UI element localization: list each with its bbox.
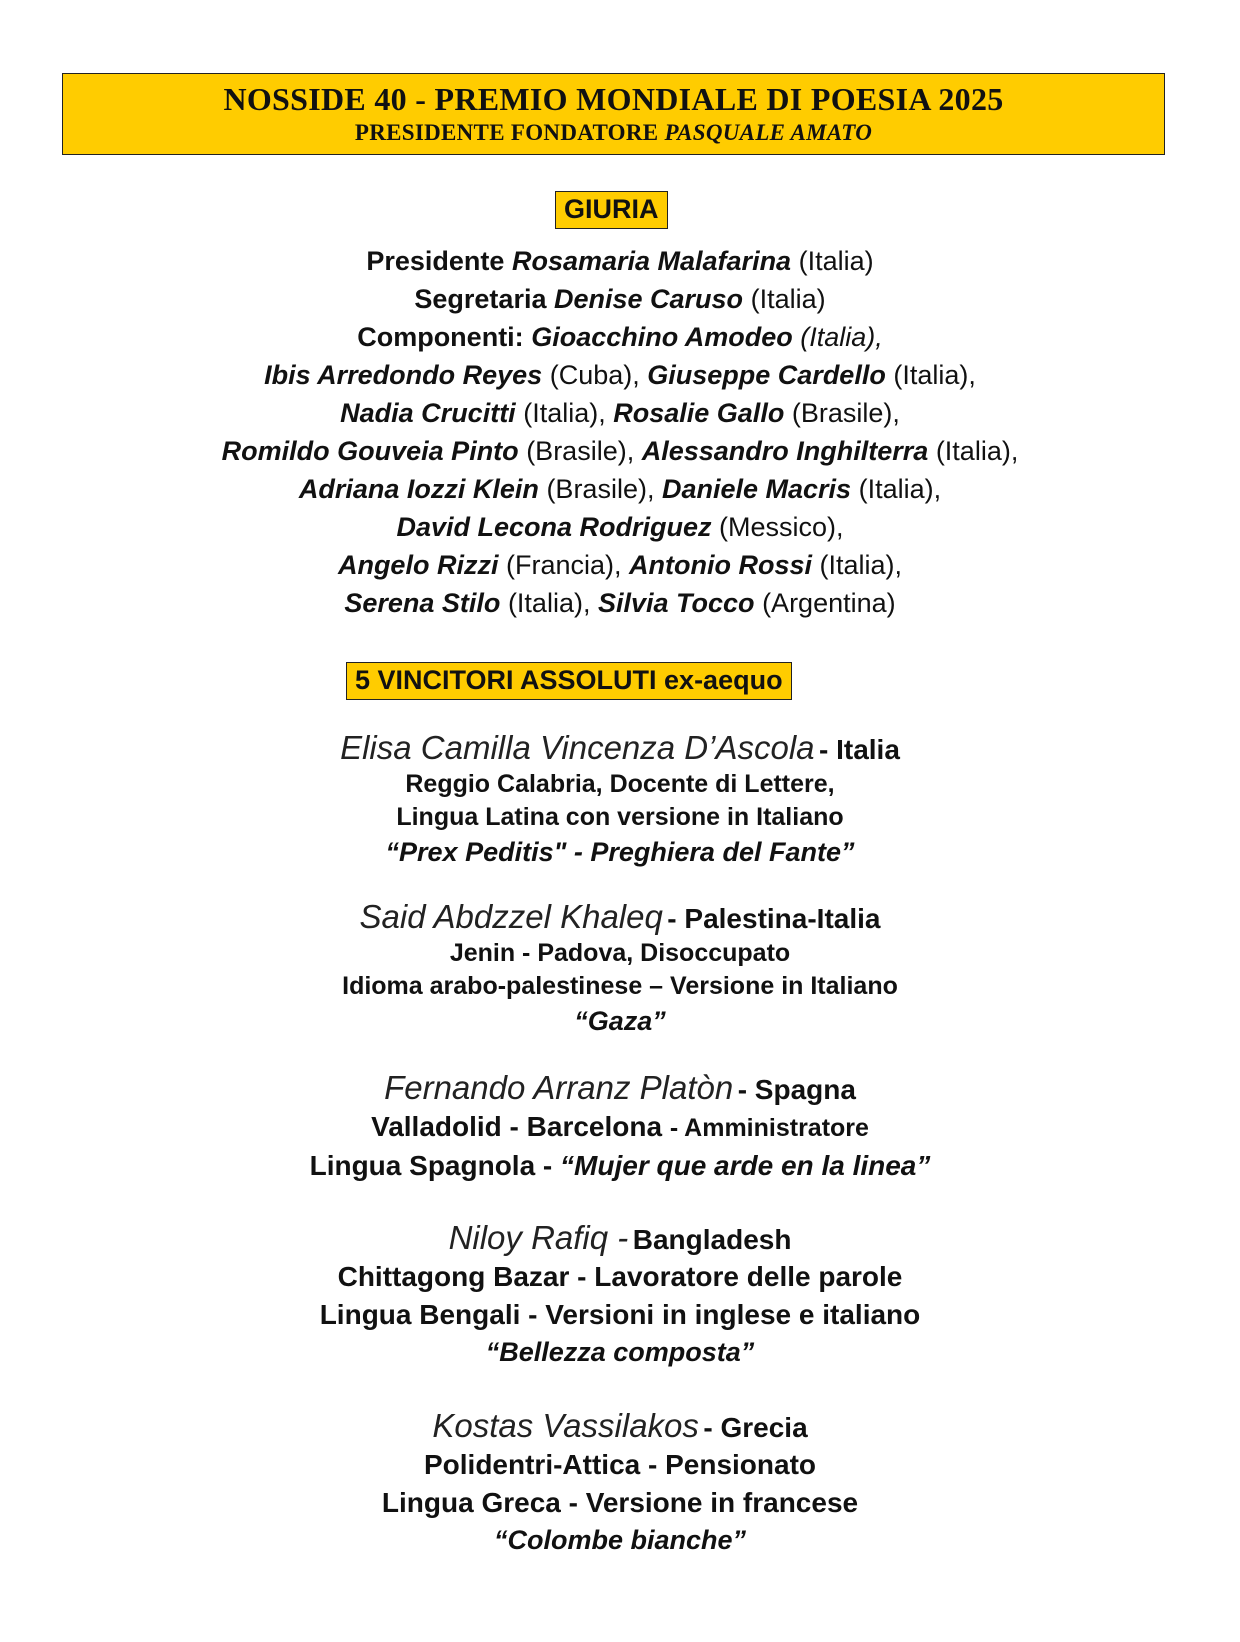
jury-members-line-3 [0,394,1240,432]
jury-president [0,242,1240,280]
winner-country: - Grecia [703,1412,808,1443]
member-name: Angelo Rizzi [337,550,499,580]
jury-members-line-2 [0,356,1240,394]
winner-name: Said Abdzzel Khaleq [359,898,663,935]
winners-label: 5 VINCITORI ASSOLUTI ex-aequo [346,662,792,700]
secretary-country: (Italia) [750,284,826,314]
winner-profession: - Amministratore [669,1114,869,1142]
member-name: Adriana Iozzi Klein [298,474,539,504]
winner-language: Idioma arabo-palestinese – Versione in Italiano [342,972,898,1000]
secretary-name: Denise Caruso [553,284,744,314]
page-title: NOSSIDE 40 - PREMIO MONDIALE DI POESIA 2025 [223,81,1004,117]
jury-secretary [0,280,1240,318]
member-name: Romildo Gouveia Pinto [221,436,519,466]
winner-details: Polidentri-Attica - Pensionato [423,1449,817,1480]
winner-country: - Palestina-Italia [667,903,881,934]
winner-details: Jenin - Padova, Disoccupato [449,939,791,967]
winner-details: Reggio Calabria, Docente di Lettere, [405,770,835,798]
winner-name: Niloy Rafiq - [448,1219,629,1256]
member-name: Silvia Tocco [597,588,755,618]
winner-details [0,1108,1240,1147]
member-name: Alessandro Inghilterra [641,436,929,466]
page-subtitle [63,119,1164,147]
winner-language-text: Lingua Spagnola - [309,1150,553,1181]
winner-city: Valladolid - Barcelona [371,1111,663,1142]
winner-1 [0,728,1240,870]
jury-members-line-6 [0,508,1240,546]
winner-name: Elisa Camilla Vincenza D’Ascola [340,729,815,766]
member-country: (Italia), [893,360,976,390]
member-country: (Brasile), [791,398,900,428]
subtitle-prefix: PRESIDENTE FONDATORE [354,120,659,145]
jury-members-line-4 [0,432,1240,470]
member-name: Rosalie Gallo [613,398,785,428]
member-name: Ibis Arredondo Reyes [264,360,543,390]
member-name: Serena Stilo [344,588,501,618]
member-name: David Lecona Rodriguez [396,512,712,542]
winner-4 [0,1218,1240,1370]
president-country: (Italia) [798,246,874,276]
winner-2 [0,897,1240,1039]
winner-5 [0,1406,1240,1558]
member-country: (Francia), [505,550,622,580]
poem-title: “Gaza” [574,1006,666,1036]
member-country: (Italia), [800,322,883,352]
winner-country: Bangladesh [632,1224,792,1255]
winner-language: Lingua Latina con versione in Italiano [396,803,844,831]
poem-title: “Mujer que arde en la linea” [560,1150,931,1181]
member-name: Daniele Macris [661,474,852,504]
jury-members-line-1 [0,318,1240,356]
president-role: Presidente [366,246,505,276]
member-country: (Cuba), [549,360,640,390]
member-name: Gioacchino Amodeo [531,322,793,352]
winner-3 [0,1068,1240,1185]
winner-name: Fernando Arranz Platòn [384,1069,734,1106]
winner-language: Lingua Bengali - Versioni in inglese e italiano [319,1299,921,1330]
winner-country: - Italia [818,734,900,765]
poem-title: “Bellezza composta” [485,1337,755,1367]
member-country: (Argentina) [762,588,896,618]
jury-members-line-5 [0,470,1240,508]
winner-details: Chittagong Bazar - Lavoratore delle parole [337,1261,903,1292]
winner-country: - Spagna [737,1074,856,1105]
winner-language: Lingua Greca - Versione in francese [381,1487,859,1518]
member-country: (Brasile), [546,474,655,504]
header-banner [62,73,1165,155]
member-country: (Italia), [858,474,942,504]
jury-members-line-8 [0,584,1240,622]
poem-title: “Prex Peditis" - Preghiera del Fante” [385,837,855,867]
president-name: Rosamaria Malafarina [511,246,792,276]
founder-name: PASQUALE AMATO [664,120,873,145]
member-country: (Brasile), [526,436,635,466]
member-country: (Italia), [507,588,591,618]
member-country: (Messico), [719,512,844,542]
winner-name: Kostas Vassilakos [432,1407,699,1444]
member-country: (Italia), [819,550,903,580]
jury-members-line-7 [0,546,1240,584]
member-country: (Italia), [935,436,1019,466]
winner-language [0,1147,1240,1185]
member-name: Nadia Crucitti [340,398,516,428]
poem-title: “Colombe bianche” [493,1525,747,1555]
jury-list [0,242,1240,622]
members-role: Componenti: [357,322,524,352]
jury-label: GIURIA [555,191,668,229]
member-country: (Italia), [523,398,606,428]
member-name: Antonio Rossi [629,550,812,580]
member-name: Giuseppe Cardello [647,360,886,390]
secretary-role: Segretaria [414,284,547,314]
